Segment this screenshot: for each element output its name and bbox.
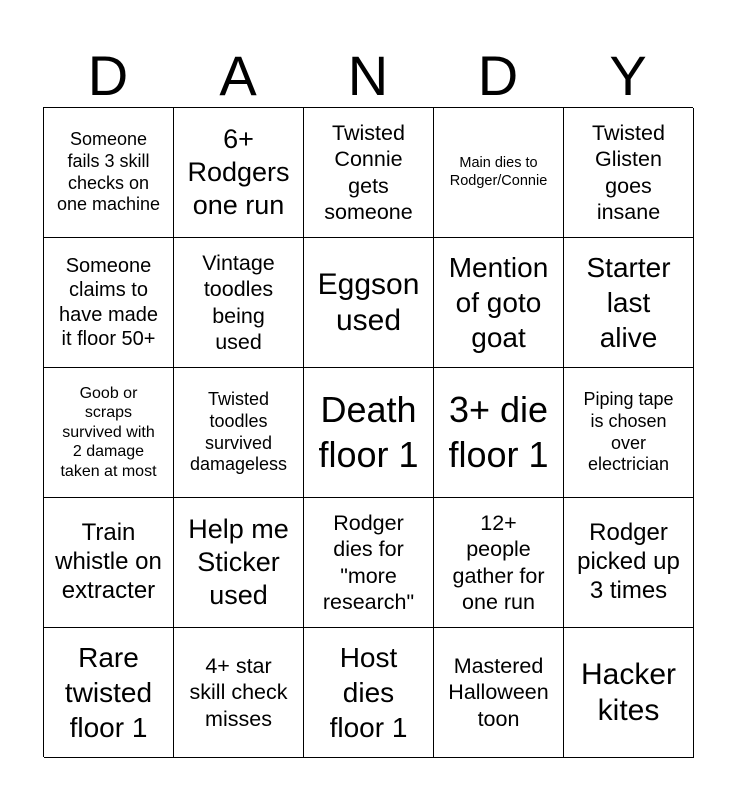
bingo-cell[interactable]: Hacker kites [564, 628, 694, 758]
bingo-cell[interactable]: Someone fails 3 skill checks on one machine [44, 108, 174, 238]
bingo-cell[interactable]: Rodger dies for "more research" [304, 498, 434, 628]
bingo-cell[interactable]: Rodger picked up 3 times [564, 498, 694, 628]
header-letter-a: A [219, 44, 257, 107]
bingo-grid [43, 107, 693, 757]
bingo-cell[interactable]: 12+ people gather for one run [434, 498, 564, 628]
bingo-cell[interactable]: Mention of goto goat [434, 238, 564, 368]
bingo-cell[interactable]: Rare twisted floor 1 [44, 628, 174, 758]
bingo-cell[interactable]: Train whistle on extracter [44, 498, 174, 628]
bingo-cell[interactable]: 6+ Rodgers one run [174, 108, 304, 238]
bingo-header [43, 44, 693, 108]
bingo-cell[interactable]: Twisted Connie gets someone [304, 108, 434, 238]
bingo-cell[interactable]: Help me Sticker used [174, 498, 304, 628]
bingo-cell[interactable]: Eggson used [304, 238, 434, 368]
bingo-cell[interactable]: 4+ star skill check misses [174, 628, 304, 758]
bingo-cell[interactable]: Mastered Halloween toon [434, 628, 564, 758]
bingo-cell[interactable]: Vintage toodles being used [174, 238, 304, 368]
header-letter-d: D [87, 44, 129, 107]
bingo-cell[interactable]: Starter last alive [564, 238, 694, 368]
bingo-cell[interactable]: Main dies to Rodger/Connie [434, 108, 564, 238]
header-letter-d-2: D [477, 44, 519, 107]
bingo-cell[interactable]: Twisted Glisten goes insane [564, 108, 694, 238]
bingo-cell[interactable]: Host dies floor 1 [304, 628, 434, 758]
bingo-cell[interactable]: 3+ die floor 1 [434, 368, 564, 498]
header-letter-y: Y [609, 44, 647, 107]
header-letter-n: N [347, 44, 389, 107]
bingo-cell[interactable]: Piping tape is chosen over electrician [564, 368, 694, 498]
bingo-cell[interactable]: Death floor 1 [304, 368, 434, 498]
bingo-cell[interactable]: Twisted toodles survived damageless [174, 368, 304, 498]
bingo-cell[interactable]: Someone claims to have made it floor 50+ [44, 238, 174, 368]
bingo-cell[interactable]: Goob or scraps survived with 2 damage taken at most [44, 368, 174, 498]
